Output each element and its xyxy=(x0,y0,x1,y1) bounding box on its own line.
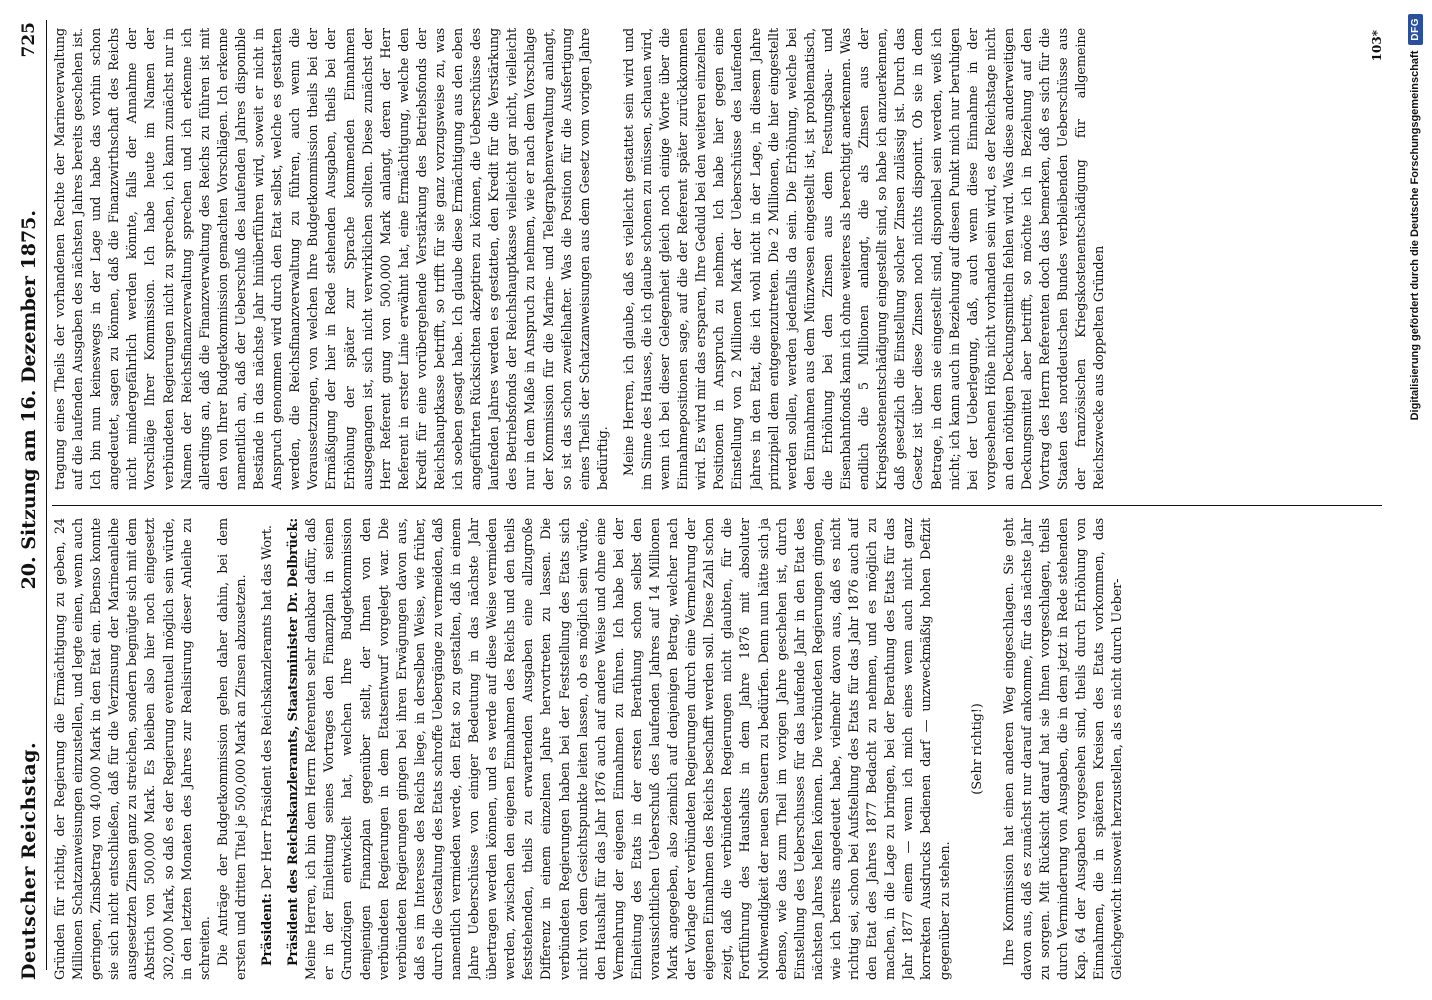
left-paragraph xyxy=(215,518,251,980)
session-heading: 20. Sitzung am 16. Dezember 1875. xyxy=(18,209,40,590)
publication-title: Deutscher Reichstag. xyxy=(18,741,40,980)
left-paragraph xyxy=(52,518,215,980)
paragraph-text: Meine Herren, ich bin dem Herrn Referenten sehr dankbar dafür, daß er in der Einleitung seines Vortrages den Finanzplan in seinen Grundzügen entwickelt hat, welchen Ihre Budgetkommission demjenigen Finanzplan gegenüber stellt, der Ihnen von den verbündeten Regierungen in dem Etatsentwurf vorgelegt war. Die verbündeten Regierungen gingen bei ihren Erwägungen davon aus, daß es im Interesse des Reichs liege, in derselben Weise, wie früher, durch die Gestaltung des Etats schroffe Uebergänge zu vermeiden, daß namentlich vermieden werde, den Etat so zu gestalten, daß in einem Jahre Ueberschüsse von einiger Bedeutung in das nächste Jahr übertragen werden können, und es werde auf diese Weise vermieden werden, zwischen den eigenen Einnahmen des Reichs und den theils feststehenden, theils zu erwartenden Ausgaben eine allzugroße Differenz in einem einzelnen Jahre hervortreten zu lassen. Die verbündeten Regierungen haben bei der Feststellung des Etats sich nicht von dem Gesichtspunkte leiten lassen, ob es möglich sein würde, den Haushalt für das Jahr 1876 auch auf andere Weise und ohne eine Vermehrung der eigenen Einnahmen zu führen. Ich habe bei der Einleitung des Etats in der ersten Berathung schon selbst den voraussichtlichen Ueberschuß des laufenden Jahres auf 14 Millionen Mark angegeben, also ziemlich auf denjenigen Betrag, welcher nach der Vorlage der verbündeten Regierungen durch eine Vermehrung der eigenen Einnahmen des Reichs beschafft werden soll. Diese Zahl schon zeigt, daß die verbündeten Regierungen nicht glaubten, für die Fortführung des Haushalts in dem Jahre 1876 mit absoluter Nothwendigkeit der neuen Steuern zu bedürfen. Denn nun hätte sich ja ebenso, wie das zum Theil im vorigen Jahre geschehen ist, durch Einstellung des Ueberschusses für das laufende Jahr in den Etat des nächsten Jahres helfen können. Die verbündeten Regierungen gingen, wie ich bereits angedeutet habe, vielmehr davon aus, daß es nicht richtig sei, schon bei Aufstellung des Etats für das Jahr 1876 auch auf den Etat des Jahres 1877 Bedacht zu nehmen, und es möglich zu machen, in die Lage zu bringen, bei der Berathung des Etats für das Jahr 1877 einem — wenn ich mich eines wenn auch nicht ganz korrekten Ausdrucks bedienen darf — unzweckmäßig hohen Defizit gegenüber zu stehen. xyxy=(304,518,953,980)
left-paragraph xyxy=(285,518,954,980)
digitization-credit xyxy=(1398,0,1432,1000)
left-paragraph xyxy=(259,518,277,980)
right-paragraph xyxy=(621,28,1110,490)
speaker-name: Präsident des Reichskanzleramts, Staatsminister Dr. Delbrück: xyxy=(286,518,302,966)
right-paragraph xyxy=(52,28,613,490)
paragraph-text: Der Herr Präsident des Reichskanzleramts hat das Wort. xyxy=(260,525,276,890)
paragraph-text: Ihre Kommission hat einen anderen Weg eingeschlagen. Sie geht davon aus, daß es zunächst nur darauf ankomme, für das nächste Jahr zu sorgen. Mit Rücksicht darauf hat sie Ihnen vorgeschlagen, theils durch Verminderung von Ausgaben, die in dem jetzt in Rede stehenden Kap. 64 der Ausgaben vorgesehen sind, theils durch Erhöhung von Einnahmen, die in späteren Kreisen des Etats vorkommen, das Gleichgewicht insoweit herzustellen, als es nicht durch Ueber- xyxy=(1001,518,1126,980)
column-separator xyxy=(52,505,1382,506)
dfg-logo: DFG xyxy=(1408,14,1423,45)
paragraph-text: (Sehr richtig!) xyxy=(969,703,985,795)
right-column xyxy=(52,28,1382,490)
page-header xyxy=(14,22,44,980)
credit-text: Digitalisierung gefördert durch die Deutsche Forschungsgemeinschaft xyxy=(1409,50,1421,421)
paragraph-text: Gründen für richtig, der Regierung die Ermächtigung zu geben, 24 Millionen Schatzanweisungen einzustellen, und legte einen, wenn auch geringen, Zinsbetrag von 40,000 Mark in den Etat ein. Ebenso konnte sie sich nicht entschließen, daß für die Verzinsung der Marineanleihe ausgesetzten Zinsen ganz zu streichen, sondern begnügte sich mit dem Abstrich von 500,000 Mark. Es bleiben also hier noch eingesetzt 302,000 Mark, so daß es der Regierung eventuell möglich sein würde, in den letzten Monaten des Jahres zur Realisirung dieser Anleihe zu schreiten. xyxy=(53,518,213,980)
page-number: 725 xyxy=(19,22,39,58)
left-paragraph xyxy=(969,518,987,980)
left-paragraph xyxy=(1001,518,1128,980)
left-column xyxy=(52,518,1382,980)
paragraph-text: Meine Herren, ich glaube, daß es vielleicht gestattet sein wird und im Sinne des Hauses, die ich glaube schonen zu müssen, schauen wird, wenn ich bei dieser Gelegenheit gleich noch einige Worte über die Einnahmepositionen sage, auf die der Referent später zurückkommen wird. Es wird mir das ersparen, Ihre Geduld bei den weiteren einzelnen Positionen in Anspruch zu nehmen. Ich habe hier gegen eine Einstellung von 2 Millionen Mark der Ueberschüsse des laufenden Jahres in den Etat, die ich wohl nicht in der Lage, in diesem Jahre prinzipiell dem entgegenzutreten. Die 2 Millionen, die hier eingestellt werden sollen, werden jedenfalls da sein. Die Erhöhung, welche bei den Einnahmen aus dem Münzwesen eingestellt ist, ist problematisch, die Erhöhung bei den Zinsen aus dem Festungsbau- und Eisenbahnfonds kann ich ohne weiteres als berechtigt anerkennen. Was endlich die 5 Millionen anlangt, die als Zinsen aus der Kriegskostenentschädigung eingestellt sind, so habe ich anzuerkennen, daß gesetzlich die Einstellung solcher Zinsen zulässig ist. Durch das Gesetz ist über diese Zinsen noch nichts disponirt. Ob sie in dem Betrage, in dem sie eingestellt sind, disponibel sein werden, weiß ich nicht; ich kann auch in Beziehung auf diesen Punkt mich nur beruhigen bei der Ueberlegung, daß, auch wenn diese Einnahme in der vorgesehenen Höhe nicht vorhanden sein wird, es der Reichstage nicht an den nöthigen Deckungsmitteln fehlen wird. Was diese anderweitigen Deckungsmittel aber betrifft, so möchte ich in Beziehung auf den Vortrag des Herrn Referenten doch das bemerken, daß es sich für die Staaten des norddeutschen Bundes verbleibenden Ueberschüsse aus der französischen Kriegskostenentschädigung für allgemeine Reichszwecke aus doppelten Gründen xyxy=(621,28,1108,490)
header-rule xyxy=(46,20,47,970)
paragraph-text: Die Anträge der Budgetkommission gehen daher dahin, bei dem ersten und dritten Titel je 500,000 Mark an Zinsen abzusetzen. xyxy=(215,518,249,980)
paragraph-text: tragung eines Theils der vorhandenen Rechte der Marineverwaltung auf die laufenden Ausgaben des nächsten Jahres bereits geschehen ist. Ich bin nun keineswegs in der Lage und habe das vorhin schon angedeutet, sagen zu können, daß die Finanzwirthschaft des Reichs nicht mindergefährlich werden könnte, falls der Annahme der Vorschläge Ihrer Kommission. Ich habe heute im Namen der verbündeten Regierungen nicht zu sprechen, ich kann zunächst nur in Namen der Reichsfinanzverwaltung sprechen und ich erkenne ich allerdings an, daß die Finanzverwaltung des Reichs zu führen ist mit den von Ihrer Budgetkommission gemachten Vorschlägen. Ich erkenne namentlich an, daß der Ueberschuß des laufenden Jahres disponible Bestände in das nächste Jahr hinüberführen wird, soweit er nicht in Anspruch genommen wird durch den Etat selbst, welche es gestatten werden, die Reichsfinanzverwaltung zu führen, auch wenn die Voraussetzungen, von welchen Ihre Budgetkommission theils bei der Ermäßigung der hier in Rede stehenden Ausgaben, theils bei der Erhöhung der später zur Sprache kommenden Einnahmen ausgegangen ist, sich nicht verwirklichen sollten. Diese zunächst der Herr Referent gung von 500,000 Mark anlangt, deren der Herr Referent in erster Linie erwähnt hat, eine Ermächtigung, welche den Kredit für eine vorübergehende Verstärkung des Betriebsfonds der Reichshauptkasse betrifft, so trifft für sie ganz vorzugsweise zu, was ich soeben gesagt habe. Ich glaube diese Ermächtigung aus den eben angeführten Rücksichten akzeptiren zu können, die Ueberschüsse des laufenden Jahres werden es gestatten, den Kredit für die Verstärkung des Betriebsfonds der Reichshauptkasse vielleicht gar nicht, vielleicht nur in dem Maße in Anspruch zu nehmen, wie er nach dem Vorschlage der Kommission für die Marine- und Telegraphenverwaltung anlangt, so ist das schon zweifelhafter. Was die Position für die Ausfertigung eines Theils der Schatzanweisungen aus dem Gesetz vom vorigen Jahre bedürftig. xyxy=(53,28,611,490)
speaker-name: Präsident: xyxy=(260,893,276,966)
printer-signature: 103* xyxy=(1370,30,1384,62)
